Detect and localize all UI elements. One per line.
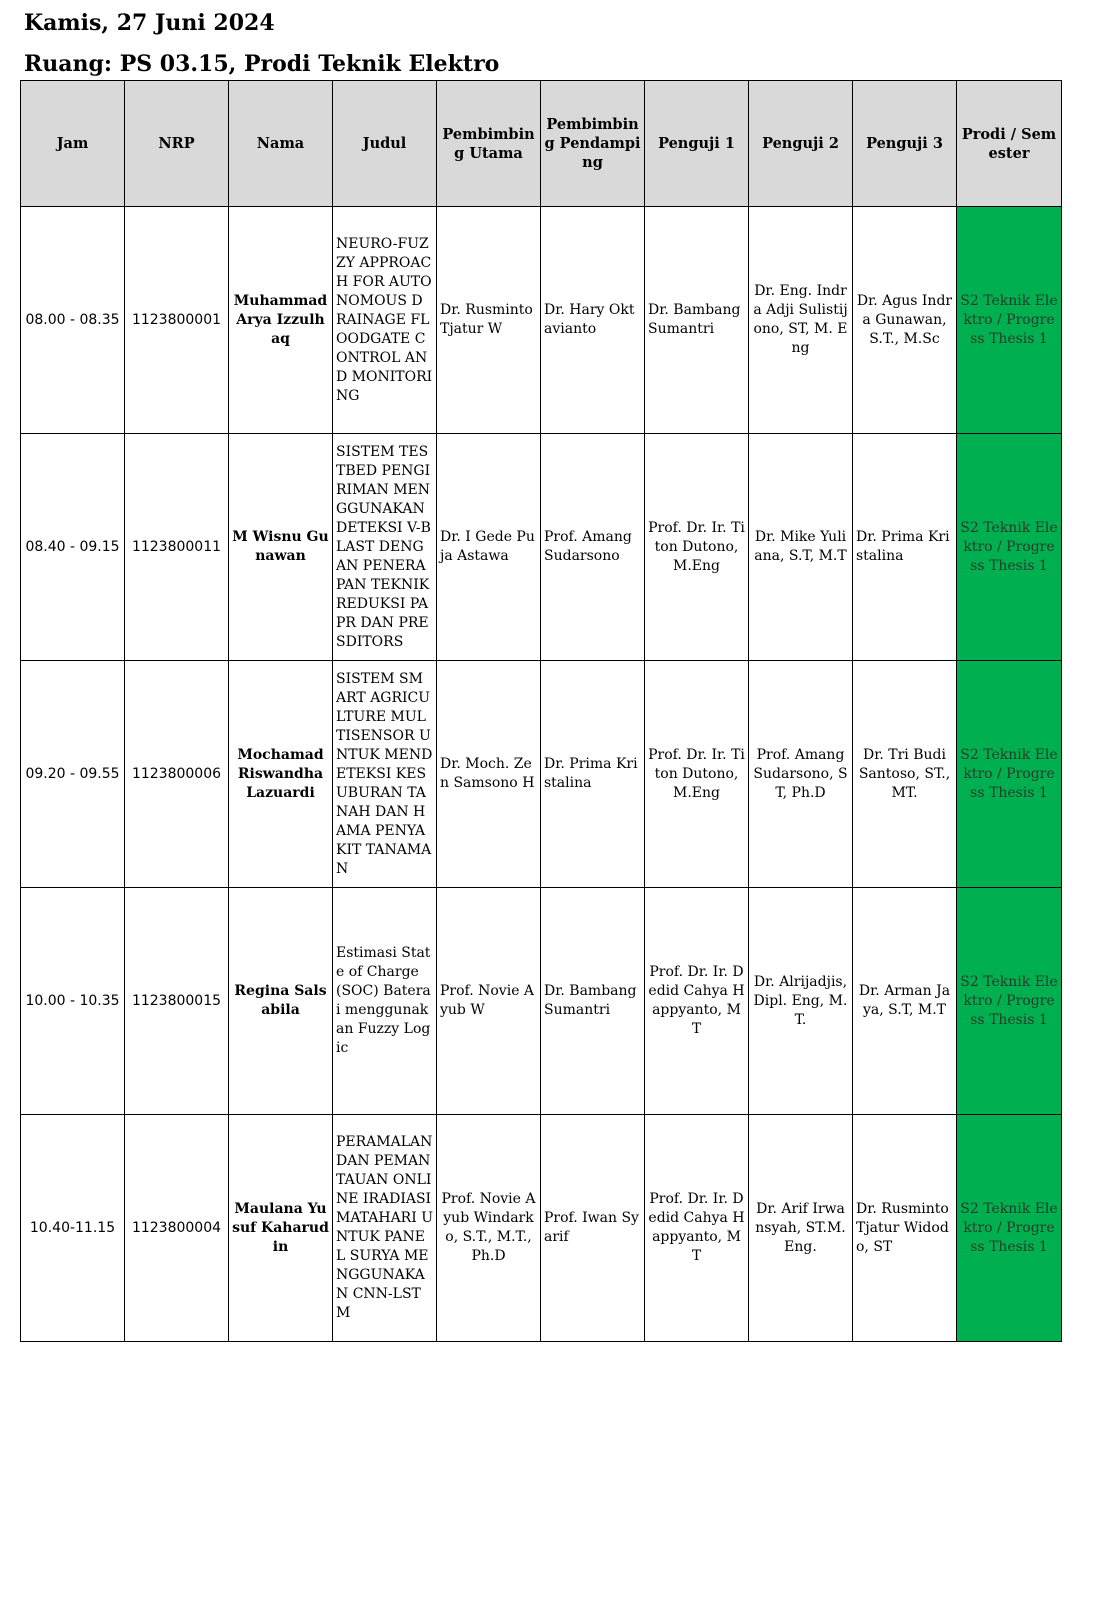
table-row	[21, 888, 1062, 1115]
col-header-judul: Judul	[333, 81, 437, 207]
cell-pembimbing-pendamping: Dr. Bambang Sumantri	[541, 888, 645, 1115]
cell-nama: Regina Salsabila	[229, 888, 333, 1115]
col-header-jam: Jam	[21, 81, 125, 207]
table-row	[21, 661, 1062, 888]
cell-judul: NEURO-FUZZY APPROACH FOR AUTONOMOUS DRAINAGE FLOODGATE CONTROL AND MONITORING	[333, 207, 437, 434]
table-row	[21, 1115, 1062, 1342]
cell-pembimbing-pendamping: Dr. Prima Kristalina	[541, 661, 645, 888]
table-row	[21, 434, 1062, 661]
cell-penguji-2: Dr. Alrijadjis, Dipl. Eng, M.T.	[749, 888, 853, 1115]
cell-pembimbing-utama: Prof. Novie Ayub Windarko, S.T., M.T., Ph.D	[437, 1115, 541, 1342]
cell-jam: 09.20 - 09.55	[21, 661, 125, 888]
cell-penguji-1: Prof. Dr. Ir. Titon Dutono, M.Eng	[645, 434, 749, 661]
cell-jam: 10.40-11.15	[21, 1115, 125, 1342]
cell-penguji-3: Dr. Tri Budi Santoso, ST., MT.	[853, 661, 957, 888]
cell-penguji-3: Dr. Arman Jaya, S.T, M.T	[853, 888, 957, 1115]
cell-nama: M Wisnu Gunawan	[229, 434, 333, 661]
cell-nama: Muhammad Arya Izzulhaq	[229, 207, 333, 434]
cell-nrp: 1123800001	[125, 207, 229, 434]
table-header-row	[21, 81, 1062, 207]
cell-pembimbing-utama: Dr. I Gede Puja Astawa	[437, 434, 541, 661]
cell-penguji-1: Prof. Dr. Ir. Titon Dutono, M.Eng	[645, 661, 749, 888]
cell-pembimbing-pendamping: Prof. Amang Sudarsono	[541, 434, 645, 661]
cell-prodi-semester: S2 Teknik Elektro / Progress Thesis 1	[957, 888, 1062, 1115]
cell-penguji-3: Dr. Rusminto Tjatur Widodo, ST	[853, 1115, 957, 1342]
cell-pembimbing-utama: Prof. Novie Ayub W	[437, 888, 541, 1115]
cell-nrp: 1123800011	[125, 434, 229, 661]
cell-pembimbing-utama: Dr. Rusminto Tjatur W	[437, 207, 541, 434]
cell-pembimbing-pendamping: Dr. Hary Oktavianto	[541, 207, 645, 434]
cell-jam: 10.00 - 10.35	[21, 888, 125, 1115]
cell-jam: 08.00 - 08.35	[21, 207, 125, 434]
cell-nama: Maulana Yusuf Kaharudin	[229, 1115, 333, 1342]
cell-penguji-1: Prof. Dr. Ir. Dedid Cahya Happyanto, MT	[645, 888, 749, 1115]
col-header-penguji-1: Penguji 1	[645, 81, 749, 207]
cell-nama: Mochamad Riswandha Lazuardi	[229, 661, 333, 888]
cell-penguji-2: Dr. Mike Yuliana, S.T, M.T	[749, 434, 853, 661]
col-header-nrp: NRP	[125, 81, 229, 207]
col-header-pembimbing-utama: Pembimbing Utama	[437, 81, 541, 207]
cell-jam: 08.40 - 09.15	[21, 434, 125, 661]
cell-penguji-2: Dr. Arif Irwansyah, ST.M.Eng.	[749, 1115, 853, 1342]
cell-judul: SISTEM SMART AGRICULTURE MULTISENSOR UNTUK MENDETEKSI KESUBURAN TANAH DAN HAMA PENYAKIT TANAMAN	[333, 661, 437, 888]
col-header-pembimbing-pendamping: Pembimbing Pendamping	[541, 81, 645, 207]
col-header-nama: Nama	[229, 81, 333, 207]
col-header-penguji-3: Penguji 3	[853, 81, 957, 207]
cell-prodi-semester: S2 Teknik Elektro / Progress Thesis 1	[957, 1115, 1062, 1342]
cell-nrp: 1123800004	[125, 1115, 229, 1342]
room-title: Ruang: PS 03.15, Prodi Teknik Elektro	[24, 51, 500, 77]
schedule-table	[20, 80, 1062, 1342]
cell-nrp: 1123800006	[125, 661, 229, 888]
col-header-prodi-semester: Prodi / Semester	[957, 81, 1062, 207]
cell-penguji-2: Dr. Eng. Indra Adji Sulistijono, ST, M. Eng	[749, 207, 853, 434]
cell-judul: SISTEM TESTBED PENGIRIMAN MENGGUNAKAN DETEKSI V-BLAST DENGAN PENERAPAN TEKNIK REDUKSI PAPR DAN PRESDITORS	[333, 434, 437, 661]
cell-nrp: 1123800015	[125, 888, 229, 1115]
cell-prodi-semester: S2 Teknik Elektro / Progress Thesis 1	[957, 434, 1062, 661]
table-row	[21, 207, 1062, 434]
cell-penguji-3: Dr. Prima Kristalina	[853, 434, 957, 661]
cell-pembimbing-pendamping: Prof. Iwan Syarif	[541, 1115, 645, 1342]
schedule-date: Kamis, 27 Juni 2024	[24, 10, 275, 36]
cell-judul: PERAMALAN DAN PEMANTAUAN ONLINE IRADIASI MATAHARI UNTUK PANEL SURYA MENGGUNAKAN CNN-LSTM	[333, 1115, 437, 1342]
cell-penguji-2: Prof. Amang Sudarsono, ST, Ph.D	[749, 661, 853, 888]
cell-prodi-semester: S2 Teknik Elektro / Progress Thesis 1	[957, 661, 1062, 888]
cell-pembimbing-utama: Dr. Moch. Zen Samsono H	[437, 661, 541, 888]
cell-judul: Estimasi State of Charge (SOC) Baterai menggunakan Fuzzy Logic	[333, 888, 437, 1115]
col-header-penguji-2: Penguji 2	[749, 81, 853, 207]
cell-penguji-1: Prof. Dr. Ir. Dedid Cahya Happyanto, MT	[645, 1115, 749, 1342]
cell-prodi-semester: S2 Teknik Elektro / Progress Thesis 1	[957, 207, 1062, 434]
cell-penguji-1: Dr. Bambang Sumantri	[645, 207, 749, 434]
cell-penguji-3: Dr. Agus Indra Gunawan, S.T., M.Sc	[853, 207, 957, 434]
